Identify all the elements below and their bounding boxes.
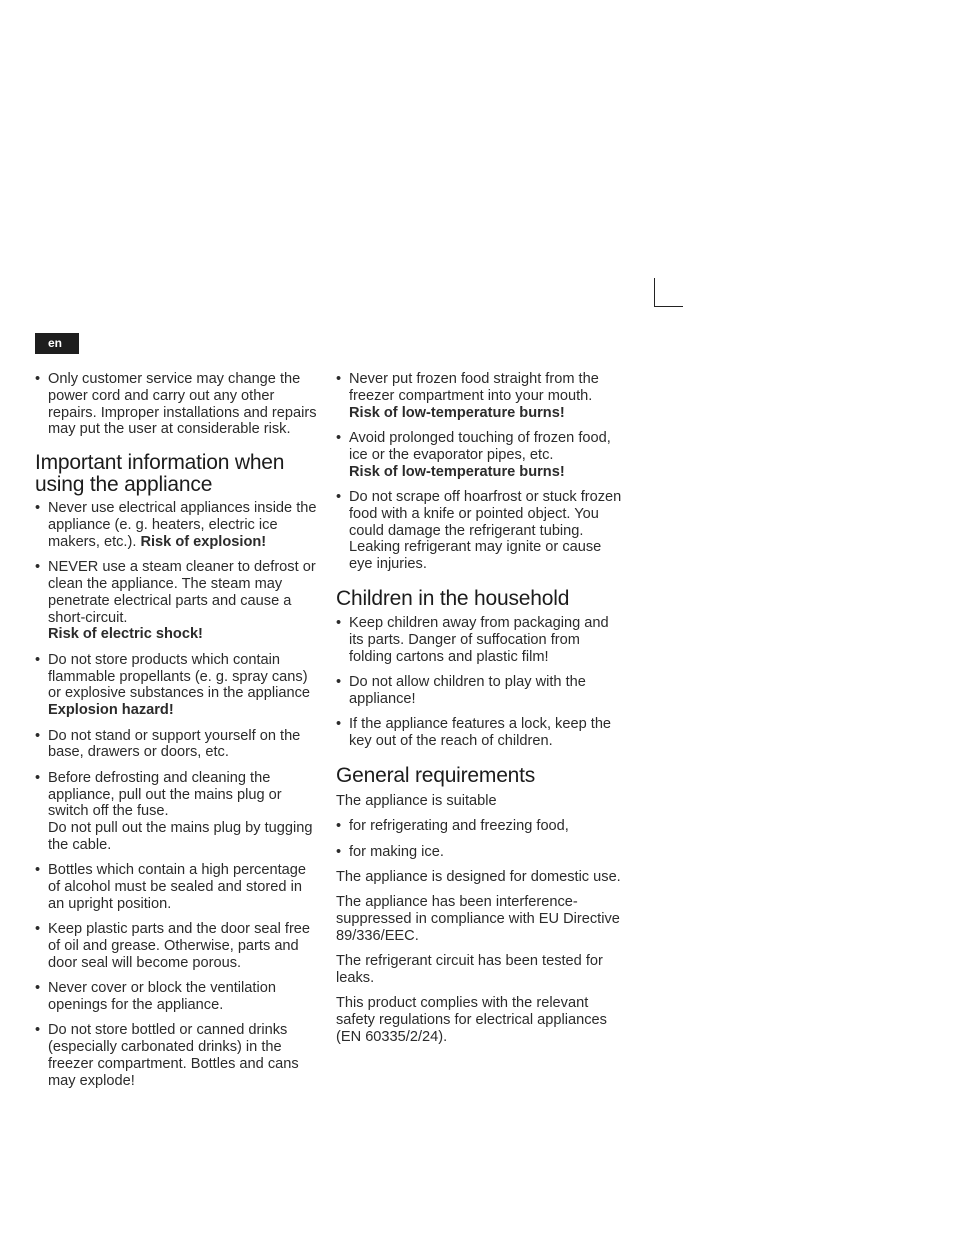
list-item: • Do not allow children to play with the appliance! bbox=[336, 674, 626, 708]
list-item: • Avoid prolonged touching of frozen food, ice or the evaporator pipes, etc. Risk of low-temperature burns! bbox=[336, 430, 626, 480]
list-item: • Bottles which contain a high percentage of alcohol must be sealed and stored in an upright position. bbox=[35, 862, 320, 912]
list-item: • Do not store bottled or canned drinks (especially carbonated drinks) in the freezer compartment. Bottles and cans may explode! bbox=[35, 1022, 320, 1089]
right-list bbox=[336, 371, 626, 573]
language-tag: en bbox=[35, 333, 79, 354]
list-item: • for refrigerating and freezing food, bbox=[336, 818, 626, 835]
intro-list bbox=[35, 371, 320, 438]
crop-mark bbox=[654, 278, 683, 307]
list-item: • If the appliance features a lock, keep the key out of the reach of children. bbox=[336, 716, 626, 750]
heading-children: Children in the household bbox=[336, 586, 570, 610]
paragraph: The appliance has been interference-suppressed in compliance with EU Directive 89/336/EEC. bbox=[336, 894, 620, 944]
list-item: • Do not scrape off hoarfrost or stuck frozen food with a knife or pointed object. You could damage the refrigerant tubing. Leaking refrigerant may ignite or cause eye injuries. bbox=[336, 489, 626, 573]
list-item: • Before defrosting and cleaning the appliance, pull out the mains plug or switch off the fuse. Do not pull out the mains plug by tugging the cable. bbox=[35, 770, 320, 854]
warning-text: Risk of electric shock! bbox=[48, 626, 203, 643]
list-item: • Do not store products which contain flammable propellants (e. g. spray cans) or explosive substances in the appliance Explosion hazard! bbox=[35, 652, 320, 719]
heading-important-information: Important information when using the appliance bbox=[35, 451, 285, 497]
left-column bbox=[35, 370, 320, 1098]
list-item: • Never put frozen food straight from the freezer compartment into your mouth. Risk of low-temperature burns! bbox=[336, 371, 626, 421]
list-item: • Never use electrical appliances inside the appliance (e. g. heaters, electric ice makers, etc.). Risk of explosion! bbox=[35, 500, 320, 550]
right-column bbox=[336, 370, 626, 1054]
warning-text: Risk of explosion! bbox=[140, 533, 267, 550]
list-item: • Keep children away from packaging and its parts. Danger of suffocation from folding cartons and plastic film! bbox=[336, 615, 626, 665]
warning-text: Risk of low-temperature burns! bbox=[349, 463, 565, 480]
paragraph: This product complies with the relevant safety regulations for electrical appliances (EN 60335/2/24). bbox=[336, 995, 607, 1046]
list-item: • Never cover or block the ventilation openings for the appliance. bbox=[35, 980, 320, 1014]
warning-text: Explosion hazard! bbox=[48, 702, 174, 719]
children-list bbox=[336, 615, 626, 750]
warning-text: Risk of low-temperature burns! bbox=[349, 404, 565, 421]
list-item: • Only customer service may change the power cord and carry out any other repairs. Improper installations and repairs may put the user at considerable risk. bbox=[35, 371, 320, 438]
paragraph: The appliance is designed for domestic use. bbox=[336, 868, 621, 885]
heading-general-requirements: General requirements bbox=[336, 763, 536, 787]
general-intro: The appliance is suitable bbox=[336, 792, 497, 809]
list-item: • Keep plastic parts and the door seal free of oil and grease. Otherwise, parts and door seal will become porous. bbox=[35, 921, 320, 971]
general-list bbox=[336, 818, 626, 860]
list-item: • NEVER use a steam cleaner to defrost or clean the appliance. The steam may penetrate electrical parts and cause a short-circuit. Risk of electric shock! bbox=[35, 559, 320, 643]
list-item: • for making ice. bbox=[336, 844, 626, 861]
list-item: • Do not stand or support yourself on the base, drawers or doors, etc. bbox=[35, 728, 320, 762]
paragraph: The refrigerant circuit has been tested for leaks. bbox=[336, 953, 603, 987]
important-list bbox=[35, 500, 320, 1089]
